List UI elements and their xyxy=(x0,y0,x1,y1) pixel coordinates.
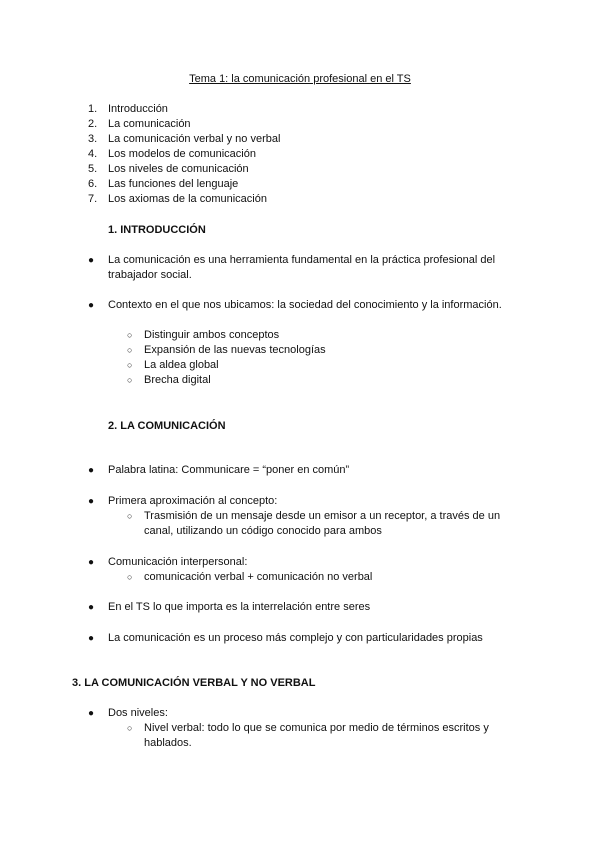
section-2-sub-item: comunicación verbal + comunicación no verbal xyxy=(144,571,373,583)
sub-bullet-icon: ○ xyxy=(127,330,133,340)
toc-number: 5. xyxy=(88,163,98,175)
toc-number: 3. xyxy=(88,133,98,145)
toc-text: La comunicación xyxy=(108,118,191,130)
section-1-bullet-2: Contexto en el que nos ubicamos: la sociedad del conocimiento y la información. xyxy=(108,299,502,311)
toc-text: Los axiomas de la comunicación xyxy=(108,193,267,205)
sub-bullet-icon: ○ xyxy=(127,723,133,733)
section-3-sub-item-line-1: Nivel verbal: todo lo que se comunica por medio de términos escritos y xyxy=(144,722,489,734)
bullet-icon: ● xyxy=(88,557,95,568)
section-2-sub-item-line-1: Trasmisión de un mensaje desde un emisor a un receptor, a través de un xyxy=(144,510,501,522)
section-3-heading: 3. LA COMUNICACIÓN VERBAL Y NO VERBAL xyxy=(72,677,316,689)
section-1-heading: 1. INTRODUCCIÓN xyxy=(108,224,206,236)
bullet-icon: ● xyxy=(88,465,95,476)
section-1-bullet-1-line-2: trabajador social. xyxy=(108,269,192,281)
bullet-icon: ● xyxy=(88,708,95,719)
bullet-icon: ● xyxy=(88,633,95,644)
toc-text: Introducción xyxy=(108,103,168,115)
toc-text: Las funciones del lenguaje xyxy=(108,178,239,190)
section-2-sub-item-line-2: canal, utilizando un código conocido para ambos xyxy=(144,525,382,537)
sub-bullet-icon: ○ xyxy=(127,345,133,355)
section-2-bullet-5: La comunicación es un proceso más complejo y con particularidades propias xyxy=(108,632,483,644)
section-1-bullet-1-line-1: La comunicación es una herramienta fundamental en la práctica profesional del xyxy=(108,254,496,266)
toc-number: 2. xyxy=(88,118,98,130)
document-title: Tema 1: la comunicación profesional en el TS xyxy=(189,73,411,85)
toc-text: Los niveles de comunicación xyxy=(108,163,249,175)
bullet-icon: ● xyxy=(88,496,95,507)
section-1-sub-item: Expansión de las nuevas tecnologías xyxy=(144,344,326,356)
sub-bullet-icon: ○ xyxy=(127,375,133,385)
bullet-icon: ● xyxy=(88,602,95,613)
section-3-bullet-1: Dos niveles: xyxy=(108,707,168,719)
section-1-sub-item: Brecha digital xyxy=(144,374,211,386)
bullet-icon: ● xyxy=(88,255,95,266)
section-2-bullet-4: En el TS lo que importa es la interrelación entre seres xyxy=(108,601,371,613)
toc-number: 1. xyxy=(88,103,98,115)
sub-bullet-icon: ○ xyxy=(127,360,133,370)
section-2-bullet-2: Primera aproximación al concepto: xyxy=(108,495,278,507)
section-1-sub-item: La aldea global xyxy=(144,359,219,371)
toc-text: Los modelos de comunicación xyxy=(108,148,256,160)
section-3-sub-item-line-2: hablados. xyxy=(144,737,192,749)
section-2-bullet-3: Comunicación interpersonal: xyxy=(108,556,248,568)
toc-text: La comunicación verbal y no verbal xyxy=(108,133,281,145)
toc-number: 7. xyxy=(88,193,98,205)
toc-number: 4. xyxy=(88,148,98,160)
section-2-bullet-1: Palabra latina: Communicare = “poner en común” xyxy=(108,464,350,476)
bullet-icon: ● xyxy=(88,300,95,311)
sub-bullet-icon: ○ xyxy=(127,572,133,582)
section-1-sub-item: Distinguir ambos conceptos xyxy=(144,329,280,341)
section-2-heading: 2. LA COMUNICACIÓN xyxy=(108,420,226,432)
toc-number: 6. xyxy=(88,178,98,190)
sub-bullet-icon: ○ xyxy=(127,511,133,521)
